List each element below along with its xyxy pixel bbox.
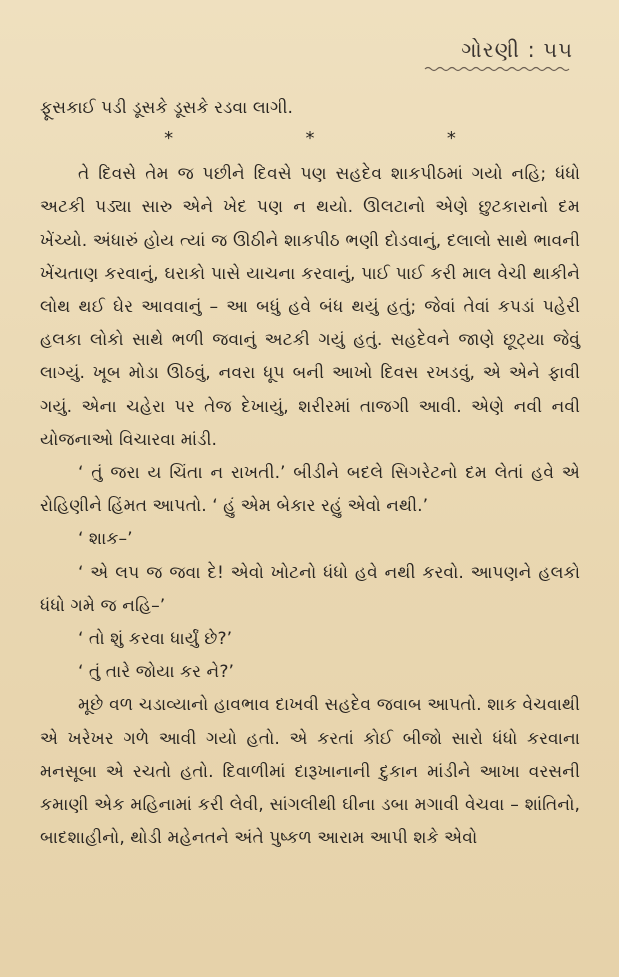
separator-star: * bbox=[305, 128, 315, 150]
paragraph-opening: ફૂસકાઈ પડી ડૂસકે ડૂસકે રડવા લાગી. bbox=[40, 98, 293, 118]
paragraph: ‘ તો શું કરવા ધાર્યું છે?’ bbox=[78, 629, 233, 650]
header-underline-ornament bbox=[423, 65, 573, 73]
page-body bbox=[40, 92, 580, 855]
paragraph: ‘ એ લપ જ જવા દે! એવો ખોટનો ધંધો હવે નથી કરવો. આપણને હલકો ધંધો ગમે જ નહિ–’ bbox=[40, 562, 580, 616]
paragraph: તે દિવસે તેમ જ પછીને દિવસે પણ સહદેવ શાકપીઠમાં ગયો નહિ; ધંધો અટકી પડ્યા સારુ એને ખેદ પણ ન થયો. ઊલટાનો એણે છુટકારાનો દમ ખેંચ્યો. અંધારું હોય ત્યાં જ ઊઠીને શાકપીઠ ભણી દોડવાનું, દલાલો સાથે ભાવની ખેંચતાણ કરવાનું, ઘરાકો પાસે યાચના કરવાનું, પાઈ પાઈ કરી માલ વેચી થાકીને લોથ થઈ ઘેર આવવાનું – આ બધું હવે બંધ થયું હતું; જેવાં તેવાં કપડાં પહેરી હલકા લોકો સાથે ભળી જવાનું અટકી ગયું હતું. સહદેવને જાણે છૂટ્યા જેવું લાગ્યું. ખૂબ મોડા ઊઠવું, નવરા ધૂપ બની આખો દિવસ રખડવું, એ એને ફાવી ગયું. એના ચહેરા પર તેજ દેખાયું, શરીરમાં તાજગી આવી. એણે નવી નવી યોજનાઓ વિચારવા માંડી. bbox=[40, 164, 580, 450]
paragraph: ‘ તું તારે જોયા કર ને?’ bbox=[78, 662, 234, 683]
paragraph: ‘ તું જરા ય ચિંતા ન રાખતી.’ બીડીને બદલે સિગરેટનો દમ લેતાં હવે એ રોહિણીને હિંમત આપતો. ‘ હું એમ બેકાર રહું એવો નથી.’ bbox=[40, 463, 580, 517]
section-separator bbox=[40, 125, 580, 158]
paragraph: ‘ શાક–’ bbox=[78, 529, 133, 550]
paragraph: મૂછે વળ ચડાવ્યાનો હાવભાવ દાખવી સહદેવ જવાબ આપતો. શાક વેચવાથી એ ખરેખર ગળે આવી ગયો હતો. એ કરતાં કોઈ બીજો સારો ધંધો કરવાના મનસૂબા એ રચતો હતો. દિવાળીમાં દારૂખાનાની દુકાન માંડીને આખા વરસની કમાણી એક મહિનામાં કરી લેવી, સાંગલીથી ઘીના ડબા મગાવી વેચવા – શાંતિનો, બાદશાહીનો, થોડી મહેનતને અંતે પુષ્કળ આરામ આપી શકે એવો bbox=[40, 695, 580, 849]
page-header bbox=[423, 38, 573, 73]
separator-star: * bbox=[446, 128, 456, 150]
separator-star: * bbox=[164, 128, 174, 150]
running-header: ગોરણી : ૫૫ bbox=[461, 38, 573, 62]
